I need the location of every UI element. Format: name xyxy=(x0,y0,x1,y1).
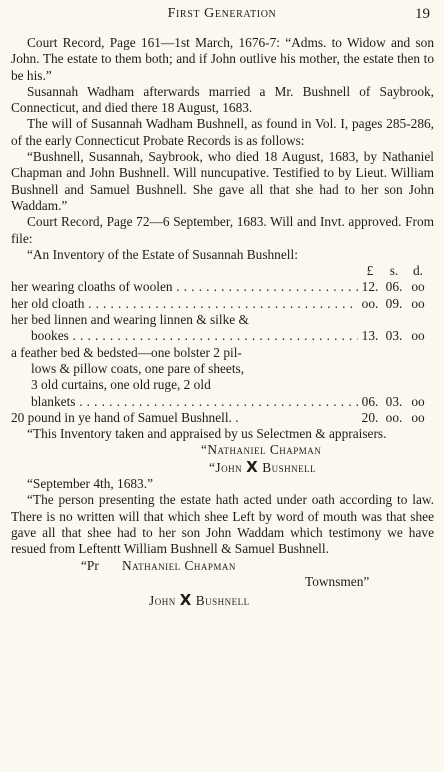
pr-prefix: “Pr xyxy=(81,557,99,573)
inventory-item-text: 20 pound in ye hand of Samuel Bushnell. . xyxy=(11,409,239,425)
date-line: “September 4th, 1683.” xyxy=(27,476,153,492)
final-name-chapman: Nathaniel Chapman xyxy=(122,557,236,573)
amount-pounds: oo. xyxy=(361,295,379,311)
amount-shillings: oo. xyxy=(385,409,403,425)
signature-bushnell xyxy=(11,459,434,476)
amount-pounds: 13. xyxy=(361,328,379,344)
signature-last-name: Bushnell xyxy=(262,459,317,475)
paragraph-court-record-1676: Court Record, Page 161—1st March, 1676-7: “Adms. to Widow and son John. The estate to them both; and if John outlive his mother, the estate then to be his.” xyxy=(11,35,434,83)
amount-pounds: 06. xyxy=(361,393,379,409)
inventory-item-text: her old cloath . . . xyxy=(11,296,358,312)
inventory-row xyxy=(11,410,434,426)
amount-pence: oo xyxy=(411,279,425,295)
column-pence: d. xyxy=(412,263,423,279)
mark-x-icon: X xyxy=(179,591,192,610)
final-signature-line xyxy=(11,558,434,574)
amount-shillings: 06. xyxy=(385,279,403,295)
mark-x-icon: X xyxy=(246,457,259,476)
inventory-row xyxy=(11,394,434,410)
inventory-item-text: blankets . . . xyxy=(31,394,358,410)
inventory-item-continuation: 3 old curtains, one old ruge, 2 old xyxy=(31,377,211,393)
column-pounds: £ xyxy=(366,263,374,279)
amount-shillings: 03. xyxy=(385,393,403,409)
inventory-item-continuation: lows & pillow coats, one pare of sheets, xyxy=(31,360,245,376)
inventory-row xyxy=(11,279,434,295)
inventory-row xyxy=(11,296,434,312)
amount-pounds: 20. xyxy=(361,409,379,425)
paragraph-susannah-marriage: Susannah Wadham afterwards married a Mr. Bushnell of Saybrook, Connecticut, and died there 18 August, 1683. xyxy=(11,83,434,116)
inventory-item-multiline xyxy=(11,312,434,345)
amount-pence: oo xyxy=(411,409,425,425)
amount-pence: oo xyxy=(411,295,425,311)
amount-pence: oo xyxy=(411,328,425,344)
paragraph-will-reference: The will of Susannah Wadham Bushnell, as found in Vol. I, pages 285-286, of the early Connecticut Probate Records is as follows: xyxy=(11,116,434,148)
inventory-closing: “This Inventory taken and appraised by us Selectmen & appraisers. xyxy=(27,426,387,442)
amount-pence: oo xyxy=(411,393,425,409)
header-title: First Generation xyxy=(167,6,277,21)
townsmen-label: Townsmen” xyxy=(305,573,370,589)
inventory-item-first-line: her bed linnen and wearing linnen & silke & xyxy=(11,312,249,328)
paragraph-court-record-1683: Court Record, Page 72—6 September, 1683. Will and Invt. approved. From file: xyxy=(11,214,434,246)
page-number: 19 xyxy=(415,6,430,22)
inventory-item-multiline xyxy=(11,345,434,410)
inventory-row xyxy=(11,328,434,344)
inventory-item-first-line: a feather bed & bedsted—one bolster 2 pil- xyxy=(11,344,242,360)
amount-shillings: 03. xyxy=(385,328,403,344)
signature-first-name: “John xyxy=(209,459,243,475)
inventory-item-text: bookes . . . xyxy=(31,328,358,344)
final-name-bushnell xyxy=(11,592,434,609)
final-first-name: John xyxy=(149,593,176,609)
inventory-item-text: her wearing cloaths of woolen . . . xyxy=(11,279,358,295)
signature-chapman: “Nathaniel Chapman xyxy=(201,442,322,458)
body-text xyxy=(11,35,434,609)
amount-shillings: 09. xyxy=(385,295,403,311)
amount-pounds: 12. xyxy=(361,279,379,295)
column-shillings: s. xyxy=(389,263,399,279)
running-header xyxy=(0,6,444,28)
inventory-intro: “An Inventory of the Estate of Susannah Bushnell: xyxy=(27,246,298,262)
paragraph-will-quote: “Bushnell, Susannah, Saybrook, who died 18 August, 1683, by Nathaniel Chapman and John Bushnell. Will nuncupative. Testified to by Lieut. William Bushnell and Samuel Bushnell. She gave all that she had to her son John Waddam.” xyxy=(11,149,434,213)
inventory-column-headers xyxy=(11,263,434,279)
paragraph-oath-statement: “The person presenting the estate hath acted under oath according to law. There is no written will that which shee Left by word of mouth was that shee gave all that shee had to her son John Waddam which testimony we have resued from Leftentt William Bushnell & Samuel Bushnell. xyxy=(11,492,434,557)
final-last-name: Bushnell xyxy=(195,593,250,609)
